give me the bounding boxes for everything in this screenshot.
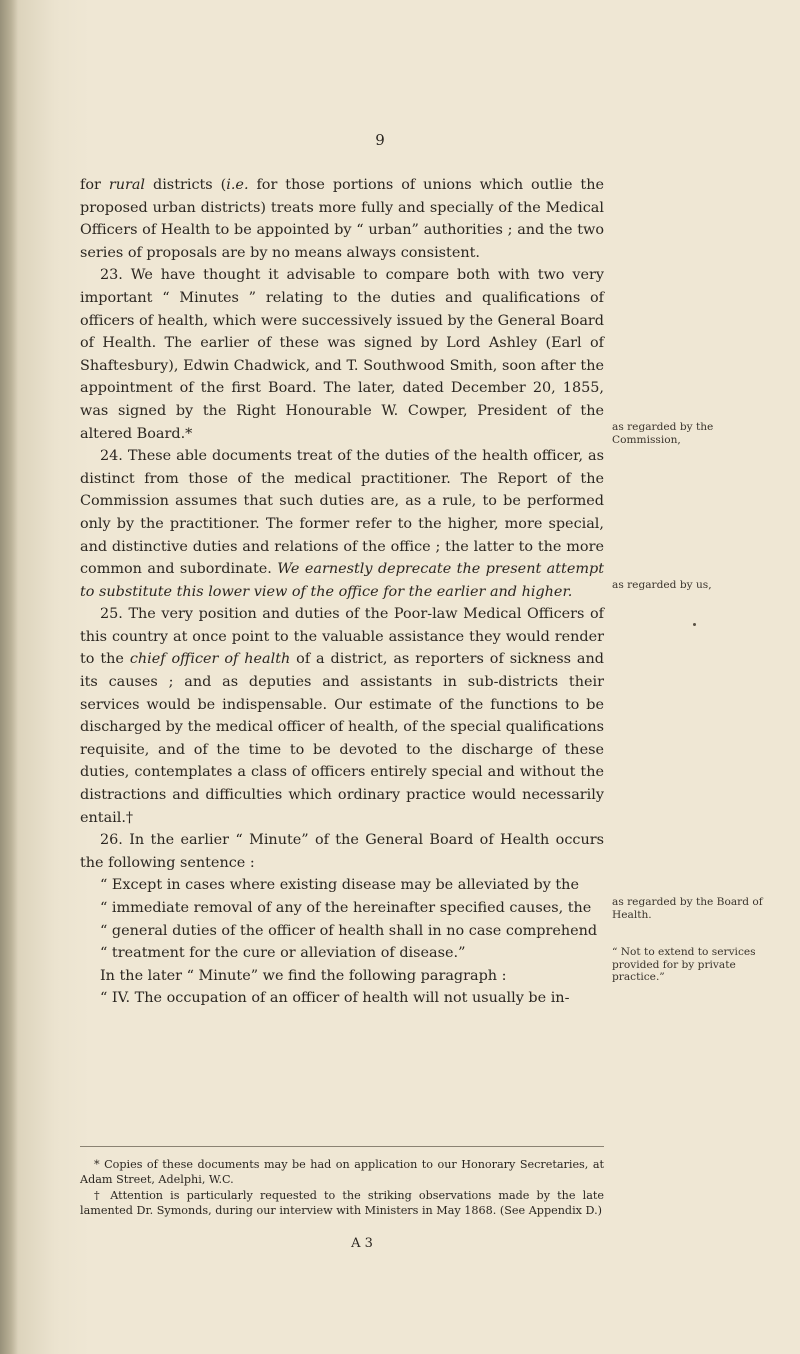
quotation-block <box>80 874 604 964</box>
quote-line-2: “ immediate removal of any of the hereinafter specified causes, the <box>100 900 592 916</box>
paragraph-continuation: for rural districts (i.e. for those portions of unions which outlie the proposed urban districts) treats more fully and specially of the Medical Officers of Health to be appointed by “ urban” authorities ; and the two series of proposals are by no means always consistent. <box>80 177 604 261</box>
margin-note-us: as regarded by us, <box>612 579 712 591</box>
paragraph-26: 26. In the earlier “ Minute” of the General Board of Health occurs the following sentence : <box>80 832 604 871</box>
margin-note-private-practice: “ Not to extend to services provided for by private practice.” <box>612 946 756 984</box>
paragraph-27: In the later “ Minute” we find the following paragraph : <box>100 967 507 984</box>
margin-note-commission: as regarded by the Commission, <box>612 421 714 446</box>
paragraph-28: “ IV. The occupation of an officer of health will not usually be in- <box>100 990 570 1007</box>
paragraph-23: 23. We have thought it advisable to compare both with two very important “ Minutes ” relating to the duties and qualifications of officers of health, which were successively issued by the General Board of Health. The earlier of these was signed by Lord Ashley (Earl of Shaftesbury), Edwin Chadwick, and T. Southwood Smith, soon after the appointment of the first Board. The later, dated December 20, 1855, was signed by the Right Honourable W. Cowper, President of the altered Board.* <box>80 267 604 442</box>
quote-line-3: “ general duties of the officer of health shall in no case comprehend <box>100 922 598 939</box>
paragraph-25: 25. The very position and duties of the Poor-law Medical Officers of this country at once point to the valuable assistance they would render to the chief officer of health of a district, as reporters of sickness and its causes ; and as deputies and assistants in sub-districts their services would be indispensable. Our estimate of the functions to be discharged by the medical officer of health, of the special qualifications requisite, and of the time to be devoted to the discharge of these duties, contemplates a class of officers entirely special and without the distractions and difficulties which ordinary practice would necessarily entail.† <box>80 606 604 826</box>
body-text <box>80 174 604 1010</box>
margin-note-board: as regarded by the Board of Health. <box>612 896 763 921</box>
footnote-rule <box>80 1146 604 1147</box>
spine-shadow <box>0 0 18 1354</box>
signature-mark: A 3 <box>351 1236 373 1251</box>
paragraph-24: 24. These able documents treat of the duties of the health officer, as distinct from those of the medical practitioner. The Report of the Commission assumes that such duties are, as a rule, to be performed only by the practitioner. The former refer to the higher, more special, and distinctive duties and relations of the office ; the latter to the more common and subordinate. We earnestly deprecate the present attempt to substitute this lower view of the office for the earlier and higher. <box>80 448 604 600</box>
ink-speck <box>693 623 696 626</box>
footnote-asterisk: * Copies of these documents may be had on application to our Honorary Secretaries, at Adam Street, Adelphi, W.C. <box>80 1158 604 1187</box>
page-number: 9 <box>375 131 385 149</box>
footnote-dagger: † Attention is particularly requested to the striking observations made by the late lamented Dr. Symonds, during our interview with Ministers in May 1868. (See Appendix D.) <box>80 1188 604 1218</box>
quote-line-4: “ treatment for the cure or alleviation of disease.” <box>100 945 466 962</box>
quote-line-1: “ Except in cases where existing disease may be alleviated by the <box>100 877 579 894</box>
footnotes <box>80 1157 604 1219</box>
